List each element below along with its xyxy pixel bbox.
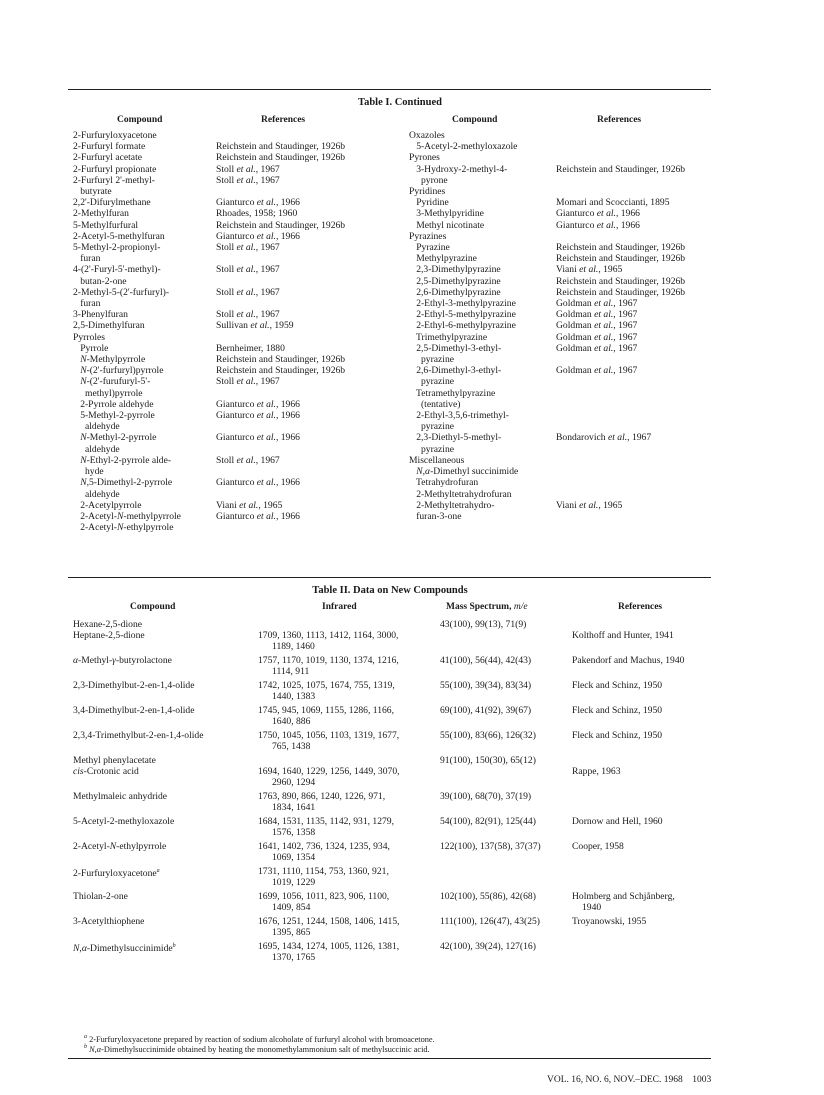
reference-cell: Stoll et al., 1967 [216, 309, 280, 321]
reference-cell: Gianturco et al., 1966 [216, 432, 300, 444]
compound-cell: 2,5-Dimethylfuran [73, 320, 145, 332]
reference-cell [556, 410, 685, 421]
compound-cell: Pyrroles [73, 331, 105, 343]
table-row-mass-spectrum: 91(100), 150(30), 65(12) [440, 755, 536, 766]
table-row-compound: Methylmaleic anhydride [73, 791, 168, 802]
reference-cell: Reichstein and Staudinger, 1926b [216, 354, 346, 366]
table-row-infrared: 1641, 1402, 736, 1324, 1235, 934, [258, 841, 390, 852]
reference-cell: Gianturco et al., 1966 [216, 197, 300, 209]
reference-cell [556, 376, 685, 387]
table-row-infrared: 1709, 1360, 1113, 1412, 1164, 3000, [258, 630, 399, 641]
table-row-compound: 2,3,4-Trimethylbut-2-en-1,4-olide [73, 730, 204, 741]
table-row-compound: Heptane-2,5-dione [73, 630, 145, 641]
reference-cell: Viani et al., 1965 [556, 264, 623, 276]
page-footer: VOL. 16, NO. 6, NOV.–DEC. 1968 1003 [547, 1075, 712, 1085]
table-row-compound: 5-Acetyl-2-methyloxazole [73, 816, 175, 827]
table-row-compound: 2-Furfuryloxyacetone$^a$ [73, 868, 160, 880]
table-row-infrared: 1694, 1640, 1229, 1256, 1449, 3070, [258, 766, 400, 777]
compound-cell: 5-Methyl-2-propionyl- [73, 242, 161, 254]
table1-right-references [556, 130, 685, 522]
reference-cell: Gianturco et al., 1966 [216, 398, 300, 410]
compound-cell: 2,3-Diethyl-5-methyl- [409, 432, 502, 444]
compound-cell: 4-(2'-Furyl-5'-methyl)- [73, 264, 161, 276]
reference-cell: Stoll et al., 1967 [216, 286, 280, 298]
reference-cell: Sullivan et al., 1959 [216, 320, 294, 332]
table-row-infrared-cont: 1370, 1765 [272, 952, 316, 963]
reference-cell: Reichstein and Staudinger, 1926b [556, 253, 686, 265]
reference-cell: Reichstein and Staudinger, 1926b [216, 152, 346, 164]
reference-cell [216, 332, 345, 343]
compound-cell: furan-3-one [409, 510, 462, 522]
table-row-infrared: 1699, 1056, 1011, 823, 906, 1100, [258, 891, 390, 902]
table-row-reference: Rappe, 1963 [572, 766, 621, 777]
compound-cell: 3-Hydroxy-2-methyl-4- [409, 163, 508, 175]
table2-header-compound: Compound [130, 602, 176, 612]
compound-cell: Trimethylpyrazine [409, 331, 488, 343]
reference-cell [556, 231, 685, 242]
table-row-mass-spectrum: 39(100), 68(70), 37(19) [440, 791, 532, 802]
compound-cell: 2-Methylfuran [73, 208, 129, 220]
reference-cell: Gianturco et al., 1966 [216, 230, 300, 242]
reference-cell [556, 444, 685, 455]
table-row-reference: Fleck and Schinz, 1950 [572, 680, 663, 691]
reference-cell: Stoll et al., 1967 [216, 376, 280, 388]
compound-cell: 2-Ethyl-5-methylpyrazine [409, 309, 516, 321]
table-row-reference: Kolthoff and Hunter, 1941 [572, 630, 674, 641]
reference-cell: Bondarovich et al., 1967 [556, 432, 652, 444]
footnote-a: $^a$ 2-Furfuryloxyacetone prepared by reaction of sodium alcoholate of furfuryl alcohol with bromoacetone. [84, 1034, 435, 1044]
table1-header-references-left: References [261, 115, 306, 125]
reference-cell [556, 399, 685, 410]
compound-cell: 2-Ethyl-6-methylpyrazine [409, 320, 516, 332]
table-row-compound: Hexane-2,5-dione [73, 619, 142, 630]
table-row-infrared-cont: 1189, 1460 [272, 641, 315, 652]
reference-cell [216, 388, 345, 399]
reference-cell [216, 298, 345, 309]
table-row-mass-spectrum: 41(100), 56(44), 42(43) [440, 655, 532, 666]
compound-cell: 2-Acetyl-5-methylfuran [73, 230, 165, 242]
reference-cell [556, 466, 685, 477]
reference-cell: Momari and Scoccianti, 1895 [556, 197, 670, 209]
reference-cell: Goldman et al., 1967 [556, 320, 638, 332]
compound-cell: 3-Methylpyridine [409, 208, 484, 220]
table1-left-compounds [73, 130, 181, 533]
compound-cell: 2-Furfuryl 2'-methyl- [73, 174, 155, 186]
reference-cell: Viani et al., 1965 [556, 499, 623, 511]
compound-cell: furan [73, 298, 101, 310]
reference-cell [216, 276, 345, 287]
reference-cell: Viani et al., 1965 [216, 499, 283, 511]
table-row-mass-spectrum: 69(100), 41(92), 39(67) [440, 705, 532, 716]
table-row-infrared-cont: 1409, 854 [272, 902, 311, 913]
table-row-infrared-cont: 1019, 1229 [272, 877, 316, 888]
compound-cell: Pyridines [409, 186, 446, 198]
compound-cell: N-(2'-furufuryl-5'- [80, 376, 151, 388]
reference-cell [556, 175, 685, 186]
reference-cell: Goldman et al., 1967 [556, 298, 638, 310]
reference-cell [216, 130, 345, 141]
table2-header-mass: Mass Spectrum, m/e [446, 602, 528, 612]
table-row-infrared-cont: 1640, 886 [272, 716, 311, 727]
compound-cell: N-Ethyl-2-pyrrole alde- [80, 454, 172, 466]
compound-cell: 2-Furfuryl formate [73, 141, 146, 153]
compound-cell: 2-Acetylpyrrole [73, 499, 142, 511]
table2-header-references: References [618, 602, 663, 612]
table-row-infrared-cont: 1834, 1641 [272, 802, 316, 813]
table-row-infrared: 1763, 890, 866, 1240, 1226, 971, [258, 791, 386, 802]
reference-cell: Reichstein and Staudinger, 1926b [556, 275, 686, 287]
table-row-infrared: 1676, 1251, 1244, 1508, 1406, 1415, [258, 916, 400, 927]
table-row-infrared-cont: 2960, 1294 [272, 777, 316, 788]
reference-cell [216, 253, 345, 264]
table-row-infrared: 1750, 1045, 1056, 1103, 1319, 1677, [258, 730, 400, 741]
table-row-infrared-cont: 1069, 1354 [272, 852, 316, 863]
compound-cell: 3-Phenylfuran [73, 309, 128, 321]
footnote-b: $^b$ N,α-Dimethylsuccinimide obtained by heating the monomethylammonium salt of methylsuccinic acid. [84, 1044, 430, 1054]
table-row-mass-spectrum: 102(100), 55(86), 42(68) [440, 891, 536, 902]
reference-cell: Stoll et al., 1967 [216, 242, 280, 254]
compound-cell: pyrone [409, 174, 448, 186]
table1-header-compound-left: Compound [117, 115, 163, 125]
compound-cell: 2,3-Dimethylpyrazine [409, 264, 501, 276]
compound-cell: 2,5-Dimethylpyrazine [409, 275, 501, 287]
reference-cell [556, 421, 685, 432]
table-row-reference: Holmberg and Schjånberg, [572, 891, 675, 902]
table1-title: Table I. Continued [358, 97, 442, 108]
reference-cell [556, 511, 685, 522]
reference-cell: Stoll et al., 1967 [216, 454, 280, 466]
compound-cell: furan [73, 253, 101, 265]
table-row-compound: 3-Acetylthiophene [73, 916, 145, 927]
compound-cell: pyrazine [409, 443, 455, 455]
compound-cell: hyde [73, 466, 104, 478]
table-row-infrared-cont: 1395, 865 [272, 927, 311, 938]
reference-cell: Stoll et al., 1967 [216, 264, 280, 276]
compound-cell: 2-Furfuryl acetate [73, 152, 142, 164]
table-row-reference: Cooper, 1958 [572, 841, 624, 852]
reference-cell: Gianturco et al., 1966 [216, 477, 300, 489]
compound-cell: Oxazoles [409, 130, 445, 141]
table-row-infrared-cont: 1440, 1383 [272, 691, 316, 702]
compound-cell: N-(2'-furfuryl)pyrrole [80, 365, 164, 377]
reference-cell [556, 388, 685, 399]
table-row-infrared: 1731, 1110, 1154, 753, 1360, 921, [258, 866, 389, 877]
table-row-reference: Fleck and Schinz, 1950 [572, 730, 663, 741]
table-row-mass-spectrum: 54(100), 82(91), 125(44) [440, 816, 536, 827]
reference-cell [216, 466, 345, 477]
table-row-infrared-cont: 765, 1438 [272, 741, 311, 752]
table-row-reference: Dornow and Hell, 1960 [572, 816, 663, 827]
table-row-infrared: 1742, 1025, 1075, 1674, 755, 1319, [258, 680, 395, 691]
table-row-infrared: 1757, 1170, 1019, 1130, 1374, 1216, [258, 655, 399, 666]
table-row-mass-spectrum: 55(100), 83(66), 126(32) [440, 730, 536, 741]
table-row-compound: 3,4-Dimethylbut-2-en-1,4-olide [73, 705, 195, 716]
table-row-compound: 2,3-Dimethylbut-2-en-1,4-olide [73, 680, 195, 691]
reference-cell [556, 130, 685, 141]
compound-cell: Pyridine [409, 197, 449, 209]
table-row-mass-spectrum: 42(100), 39(24), 127(16) [440, 941, 536, 952]
compound-cell: N,α-Dimethyl succinimide [416, 466, 519, 478]
reference-cell [556, 489, 685, 500]
compound-cell: butyrate [73, 186, 112, 198]
table-row-compound: cis-Crotonic acid [73, 766, 139, 777]
top-rule [68, 89, 711, 90]
reference-cell: Gianturco et al., 1966 [556, 219, 640, 231]
table-row-reference-cont: 1940 [582, 902, 602, 913]
reference-cell: Goldman et al., 1967 [556, 342, 638, 354]
compound-cell: 2-Acetyl-N-methylpyrrole [73, 510, 181, 522]
compound-cell: Miscellaneous [409, 454, 465, 466]
compound-cell: (tentative) [409, 398, 461, 410]
reference-cell [556, 477, 685, 488]
table-row-mass-spectrum: 55(100), 39(34), 83(34) [440, 680, 532, 691]
compound-cell: Tetramethylpyrazine [409, 387, 496, 399]
compound-cell: Pyrrole [73, 342, 109, 354]
table-row-infrared-cont: 1576, 1358 [272, 827, 316, 838]
table1-right-compounds [409, 130, 518, 522]
compound-cell: Methyl nicotinate [409, 219, 485, 231]
reference-cell [556, 141, 685, 152]
table-row-infrared-cont: 1114, 911 [272, 666, 310, 677]
footnote-a-text: 2-Furfuryloxyacetone prepared by reaction of sodium alcoholate of furfuryl alcohol with bromoacetone. [89, 1034, 435, 1044]
table-row-infrared: 1695, 1434, 1274, 1005, 1126, 1381, [258, 941, 400, 952]
reference-cell: Stoll et al., 1967 [216, 174, 280, 186]
compound-cell: Tetrahydrofuran [409, 477, 479, 489]
compound-cell: methyl)pyrrole [73, 387, 143, 399]
table-row-compound: N,α-Dimethylsuccinimide$^b$ [73, 943, 176, 955]
reference-cell: Reichstein and Staudinger, 1926b [556, 242, 686, 254]
reference-cell: Goldman et al., 1967 [556, 309, 638, 321]
reference-cell: Reichstein and Staudinger, 1926b [556, 286, 686, 298]
reference-cell [216, 444, 345, 455]
compound-cell: Methylpyrazine [409, 253, 477, 265]
reference-cell: Stoll et al., 1967 [216, 163, 280, 175]
table-row-compound: 2-Acetyl-N-ethylpyrrole [73, 841, 167, 852]
compound-cell: 2-Furfuryloxyacetone [73, 130, 157, 141]
reference-cell: Bernheimer, 1880 [216, 342, 285, 354]
table-row-infrared: 1684, 1531, 1135, 1142, 931, 1279, [258, 816, 394, 827]
compound-cell: 2-Acetyl-N-ethylpyrrole [73, 522, 174, 534]
reference-cell: Rhoades, 1958; 1960 [216, 208, 298, 220]
reference-cell: Gianturco et al., 1966 [216, 410, 300, 422]
table-row-mass-spectrum: 122(100), 137(58), 37(37) [440, 841, 541, 852]
table2-header-infrared: Infrared [322, 602, 357, 612]
reference-cell: Reichstein and Staudinger, 1926b [216, 219, 346, 231]
table-row-infrared: 1745, 945, 1069, 1155, 1286, 1166, [258, 705, 394, 716]
compound-cell: 2-Ethyl-3-methylpyrazine [409, 298, 516, 310]
reference-cell: Reichstein and Staudinger, 1926b [216, 141, 346, 153]
compound-cell: Pyrazines [409, 230, 447, 242]
compound-cell: 2-Methyl-5-(2'-furfuryl)- [73, 286, 170, 298]
compound-cell: pyrazine [409, 421, 455, 433]
table-row-reference: Fleck and Schinz, 1950 [572, 705, 663, 716]
compound-cell: 2-Methyltetrahydro- [409, 499, 495, 511]
compound-cell: N-Methyl-2-pyrrole [80, 432, 157, 444]
compound-cell: 2,6-Dimethylpyrazine [409, 286, 501, 298]
table-row-reference: Pakendorf and Machus, 1940 [572, 655, 685, 666]
middle-rule [68, 577, 711, 578]
compound-cell: Pyrazine [409, 242, 450, 254]
footnote-b-text: N,α-Dimethylsuccinimide obtained by heating the monomethylammonium salt of methylsuccinic acid. [89, 1044, 430, 1054]
table1-left-references [216, 130, 345, 533]
compound-cell: aldehyde [73, 421, 120, 433]
compound-cell: aldehyde [73, 443, 120, 455]
reference-cell [216, 522, 345, 533]
reference-cell [556, 186, 685, 197]
reference-cell [556, 354, 685, 365]
compound-cell: 5-Acetyl-2-methyloxazole [409, 141, 518, 153]
table-row-reference: Troyanowski, 1955 [572, 916, 647, 927]
reference-cell [556, 152, 685, 163]
compound-cell: 2-Ethyl-3,5,6-trimethyl- [409, 410, 509, 422]
table-row-mass-spectrum: 111(100), 126(47), 43(25) [440, 916, 541, 927]
reference-cell: Gianturco et al., 1966 [216, 510, 300, 522]
compound-cell: pyrazine [409, 376, 455, 388]
table-row-mass-spectrum: 43(100), 99(13), 71(9) [440, 619, 527, 630]
reference-cell: Reichstein and Staudinger, 1926b [216, 365, 346, 377]
compound-cell: 5-Methylfurfural [73, 219, 139, 231]
reference-cell [216, 186, 345, 197]
table1-header-references-right: References [597, 115, 642, 125]
compound-cell: 2,2'-Difurylmethane [73, 197, 151, 209]
reference-cell: Goldman et al., 1967 [556, 365, 638, 377]
table-row-compound: α-Methyl-γ-butyrolactone [73, 655, 172, 666]
reference-cell: Goldman et al., 1967 [556, 331, 638, 343]
reference-cell: Gianturco et al., 1966 [556, 208, 640, 220]
reference-cell [556, 455, 685, 466]
compound-cell: Pyrones [409, 152, 440, 164]
compound-cell: N,5-Dimethyl-2-pyrrole [80, 477, 173, 489]
compound-cell: 2-Pyrrole aldehyde [73, 398, 154, 410]
table1-header-compound-right: Compound [452, 115, 498, 125]
compound-cell: aldehyde [73, 488, 120, 500]
compound-cell: 2-Methyltetrahydrofuran [409, 488, 512, 500]
bottom-rule [68, 1058, 711, 1059]
table-row-compound: Thiolan-2-one [73, 891, 128, 902]
compound-cell: 5-Methyl-2-pyrrole [73, 410, 155, 422]
table2-title: Table II. Data on New Compounds [312, 585, 468, 596]
compound-cell: N-Methylpyrrole [80, 354, 146, 366]
compound-cell: 2,6-Dimethyl-3-ethyl- [409, 365, 502, 377]
compound-cell: 2,5-Dimethyl-3-ethyl- [409, 342, 502, 354]
compound-cell: butan-2-one [73, 275, 127, 287]
reference-cell [216, 421, 345, 432]
reference-cell: Reichstein and Staudinger, 1926b [556, 163, 686, 175]
compound-cell: 2-Furfuryl propionate [73, 163, 157, 175]
table-row-compound: Methyl phenylacetate [73, 755, 156, 766]
compound-cell: pyrazine [409, 354, 455, 366]
reference-cell [216, 489, 345, 500]
